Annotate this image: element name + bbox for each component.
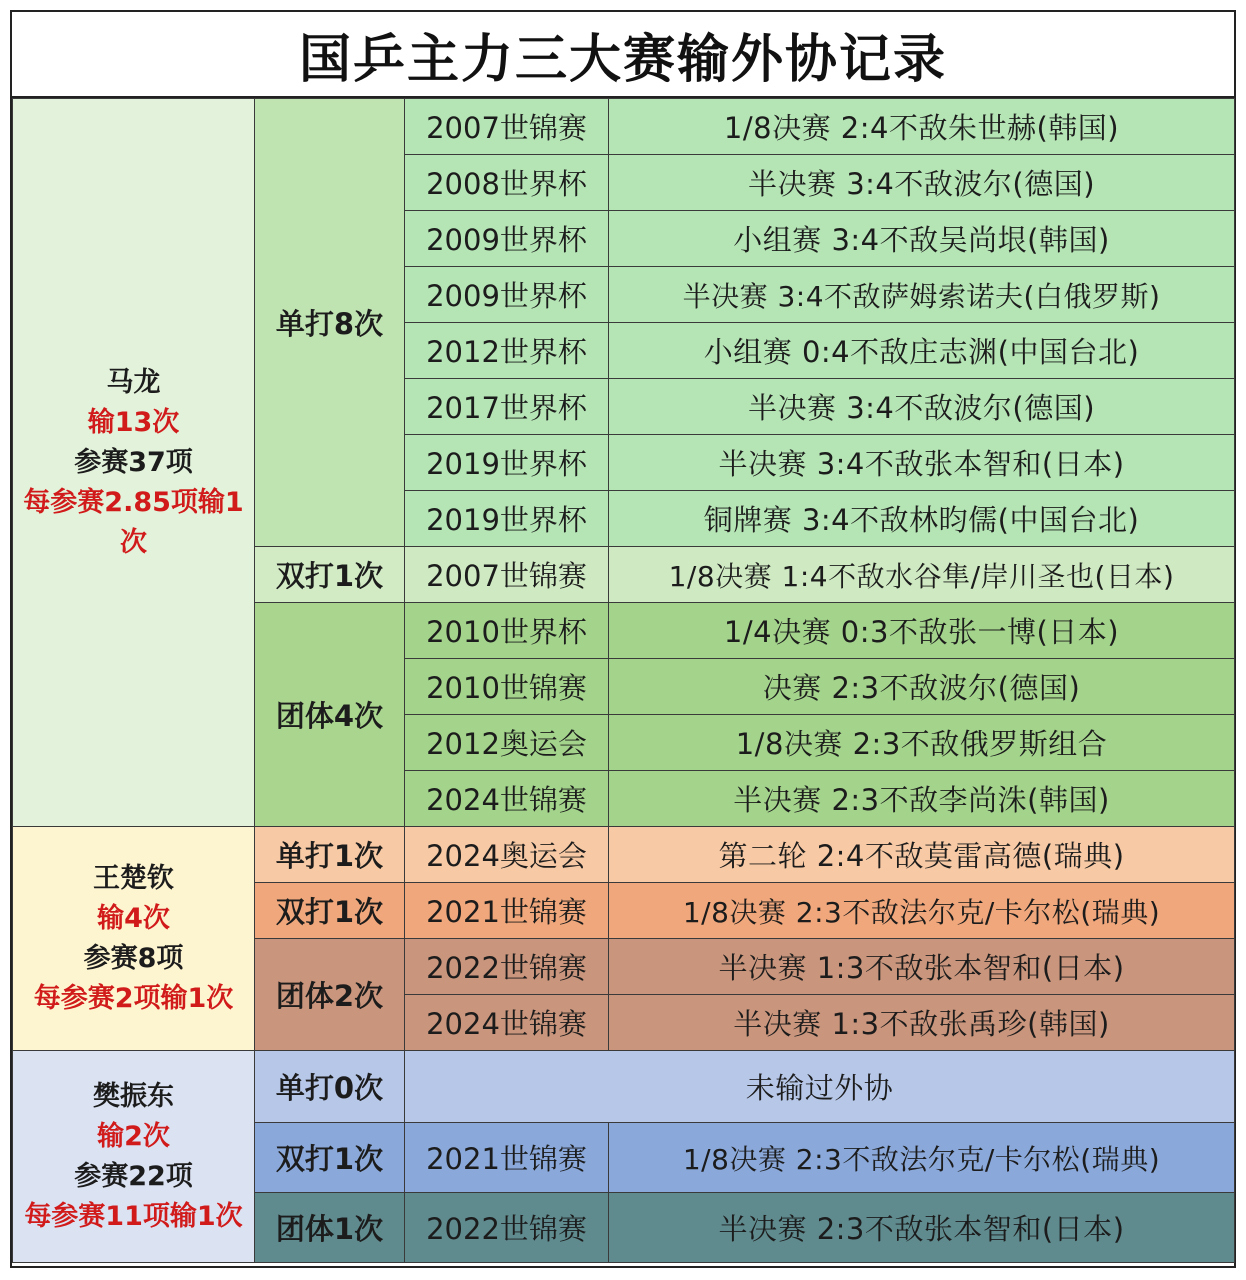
player-losses: 输2次	[97, 1120, 170, 1152]
match-result: 1/8决赛 2:3不敌法尔克/卡尔松(瑞典)	[609, 883, 1235, 939]
player-cell-wang-chuqin	[13, 827, 255, 1051]
event-year: 2022世锦赛	[405, 939, 609, 995]
table-row	[13, 99, 1235, 155]
match-result: 半决赛 3:4不敌张本智和(日本)	[609, 435, 1235, 491]
event-year: 2007世锦赛	[405, 547, 609, 603]
match-result: 第二轮 2:4不敌莫雷高德(瑞典)	[609, 827, 1235, 883]
player-name: 樊振东	[93, 1080, 174, 1112]
player-losses: 输13次	[87, 406, 180, 438]
player-name: 王楚钦	[93, 862, 174, 894]
category-doubles: 双打1次	[255, 883, 405, 939]
player-events: 参赛22项	[74, 1160, 193, 1192]
player-ratio: 每参赛11项输1次	[24, 1200, 243, 1232]
event-year: 2022世锦赛	[405, 1193, 609, 1263]
event-year: 2019世界杯	[405, 491, 609, 547]
event-year: 2017世界杯	[405, 379, 609, 435]
event-year: 2021世锦赛	[405, 883, 609, 939]
match-result: 半决赛 2:3不敌李尚洙(韩国)	[609, 771, 1235, 827]
match-result: 1/4决赛 0:3不敌张一博(日本)	[609, 603, 1235, 659]
event-year: 2021世锦赛	[405, 1123, 609, 1193]
category-singles: 单打1次	[255, 827, 405, 883]
category-singles: 单打0次	[255, 1051, 405, 1123]
category-doubles: 双打1次	[255, 547, 405, 603]
event-year: 2024世锦赛	[405, 995, 609, 1051]
match-result: 1/8决赛 2:3不敌法尔克/卡尔松(瑞典)	[609, 1123, 1235, 1193]
record-table-frame	[10, 10, 1236, 1268]
event-year: 2007世锦赛	[405, 99, 609, 155]
match-result: 决赛 2:3不敌波尔(德国)	[609, 659, 1235, 715]
page-title: 国乒主力三大赛输外协记录	[12, 12, 1234, 98]
category-team: 团体2次	[255, 939, 405, 1051]
event-year: 2019世界杯	[405, 435, 609, 491]
no-loss-note: 未输过外协	[405, 1051, 1235, 1123]
event-year: 2012奥运会	[405, 715, 609, 771]
player-ratio: 每参赛2.85项输1次	[23, 486, 244, 558]
category-team: 团体4次	[255, 603, 405, 827]
match-result: 半决赛 3:4不敌波尔(德国)	[609, 379, 1235, 435]
match-result: 铜牌赛 3:4不敌林昀儒(中国台北)	[609, 491, 1235, 547]
event-year: 2008世界杯	[405, 155, 609, 211]
player-cell-ma-long	[13, 99, 255, 827]
player-cell-fan-zhendong	[13, 1051, 255, 1263]
match-result: 半决赛 1:3不敌张本智和(日本)	[609, 939, 1235, 995]
match-result: 小组赛 0:4不敌庄志渊(中国台北)	[609, 323, 1235, 379]
match-result: 1/8决赛 2:3不敌俄罗斯组合	[609, 715, 1235, 771]
match-result: 1/8决赛 1:4不敌水谷隼/岸川圣也(日本)	[609, 547, 1235, 603]
match-result: 1/8决赛 2:4不敌朱世赫(韩国)	[609, 99, 1235, 155]
event-year: 2024奥运会	[405, 827, 609, 883]
match-result: 小组赛 3:4不敌吴尚垠(韩国)	[609, 211, 1235, 267]
event-year: 2009世界杯	[405, 267, 609, 323]
table-row	[13, 1051, 1235, 1123]
match-result: 半决赛 3:4不敌波尔(德国)	[609, 155, 1235, 211]
player-events: 参赛8项	[83, 942, 184, 974]
event-year: 2024世锦赛	[405, 771, 609, 827]
category-team: 团体1次	[255, 1193, 405, 1263]
event-year: 2012世界杯	[405, 323, 609, 379]
event-year: 2010世锦赛	[405, 659, 609, 715]
match-result: 半决赛 2:3不敌张本智和(日本)	[609, 1193, 1235, 1263]
player-ratio: 每参赛2项输1次	[33, 982, 234, 1014]
player-name: 马龙	[106, 366, 161, 398]
records-table	[12, 98, 1235, 1263]
category-singles: 单打8次	[255, 99, 405, 547]
match-result: 半决赛 1:3不敌张禹珍(韩国)	[609, 995, 1235, 1051]
player-events: 参赛37项	[74, 446, 193, 478]
player-losses: 输4次	[97, 902, 170, 934]
table-row	[13, 827, 1235, 883]
event-year: 2009世界杯	[405, 211, 609, 267]
category-doubles: 双打1次	[255, 1123, 405, 1193]
event-year: 2010世界杯	[405, 603, 609, 659]
match-result: 半决赛 3:4不敌萨姆索诺夫(白俄罗斯)	[609, 267, 1235, 323]
